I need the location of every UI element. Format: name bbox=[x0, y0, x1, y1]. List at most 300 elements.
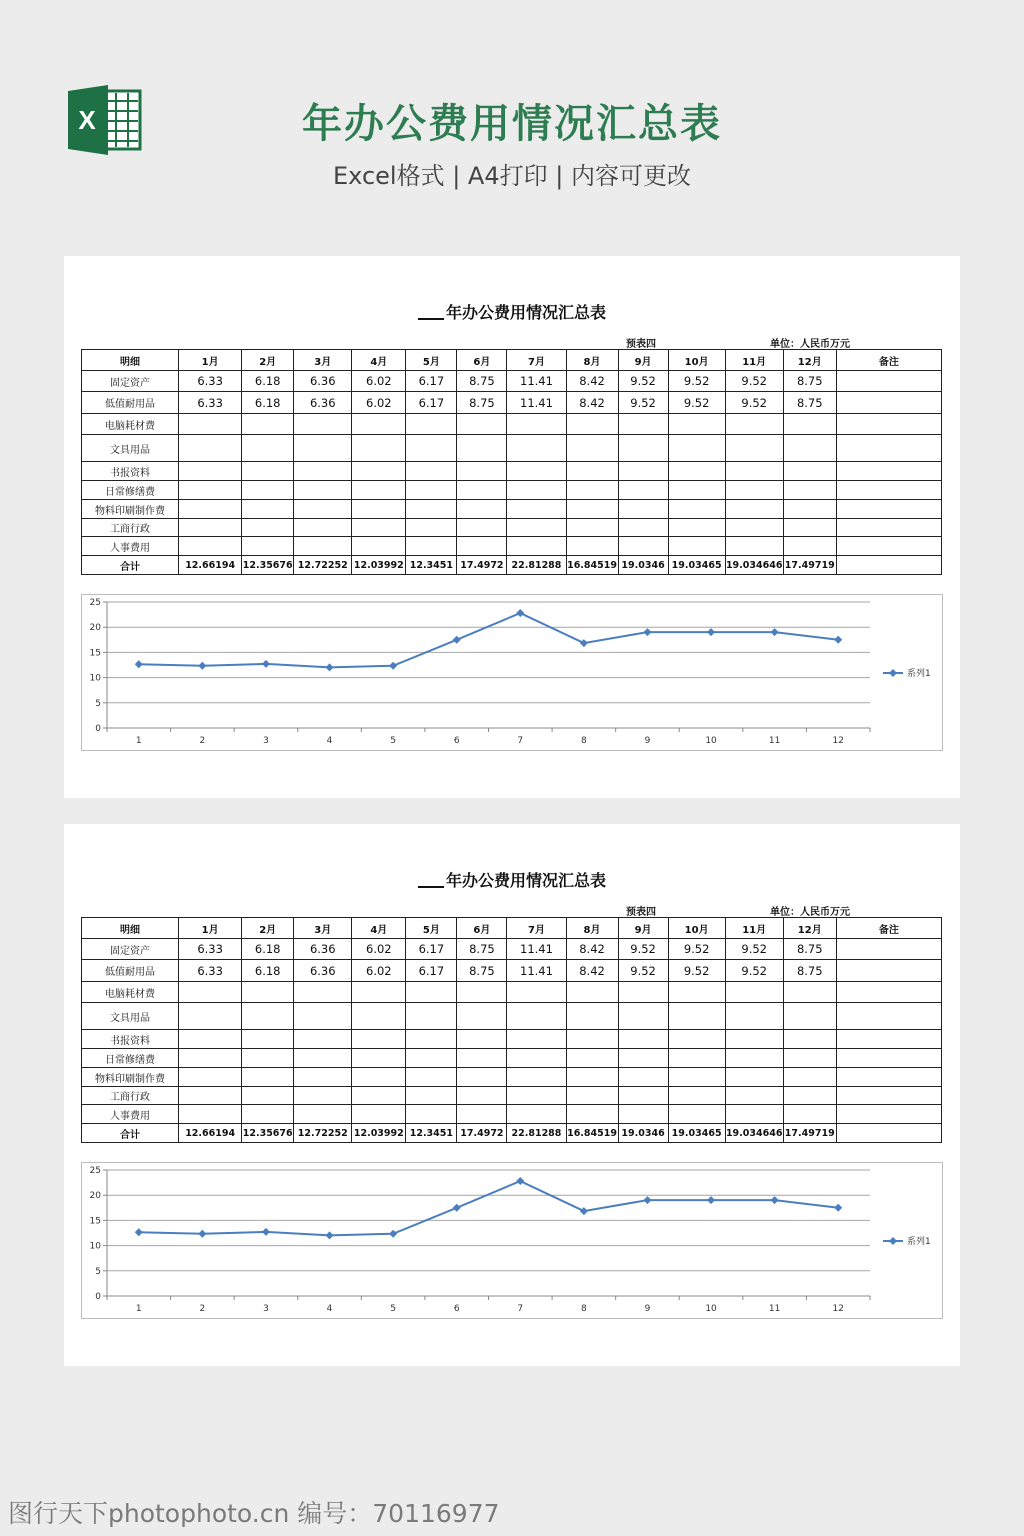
total-cell: 12.66194 bbox=[179, 556, 242, 575]
table-cell bbox=[783, 414, 836, 435]
total-cell: 19.03465 bbox=[668, 1124, 725, 1143]
title-blank bbox=[418, 886, 444, 888]
table-cell bbox=[406, 1087, 457, 1105]
total-cell: 12.72252 bbox=[294, 556, 352, 575]
series-line bbox=[139, 1181, 838, 1235]
table-cell: 11.41 bbox=[507, 371, 566, 392]
column-header: 1月 bbox=[179, 350, 242, 371]
table-cell bbox=[179, 1030, 242, 1049]
table-cell bbox=[352, 500, 406, 519]
table-cell bbox=[352, 1003, 406, 1030]
column-header: 5月 bbox=[406, 350, 457, 371]
table-cell bbox=[406, 1049, 457, 1068]
table-cell bbox=[836, 960, 941, 982]
table-cell bbox=[457, 537, 507, 556]
table-cell bbox=[294, 537, 352, 556]
total-cell: 22.81288 bbox=[507, 1124, 566, 1143]
table-cell: 6.36 bbox=[294, 371, 352, 392]
table-cell bbox=[566, 414, 618, 435]
x-tick-label: 1 bbox=[135, 1304, 142, 1314]
column-header: 12月 bbox=[783, 918, 836, 939]
table-cell bbox=[352, 1087, 406, 1105]
table-cell bbox=[294, 1003, 352, 1030]
x-tick-label: 12 bbox=[832, 1304, 844, 1314]
table-row bbox=[82, 481, 942, 500]
table-cell bbox=[179, 982, 242, 1003]
table-cell bbox=[457, 1049, 507, 1068]
table-cell bbox=[836, 500, 941, 519]
table-cell: 8.42 bbox=[566, 960, 618, 982]
table-cell bbox=[507, 1030, 566, 1049]
row-label: 书报资料 bbox=[82, 1030, 179, 1049]
table-cell bbox=[352, 1105, 406, 1124]
table-row bbox=[82, 435, 942, 462]
column-header: 3月 bbox=[294, 350, 352, 371]
table-cell bbox=[725, 519, 783, 537]
table-cell bbox=[179, 537, 242, 556]
table-cell bbox=[783, 982, 836, 1003]
table-cell: 8.75 bbox=[457, 392, 507, 414]
data-point bbox=[771, 628, 779, 636]
x-tick-label: 9 bbox=[644, 1304, 651, 1314]
table-cell bbox=[725, 435, 783, 462]
row-label: 物料印刷制作费 bbox=[82, 500, 179, 519]
form-label: 预表四 bbox=[626, 907, 656, 918]
table-cell bbox=[507, 1087, 566, 1105]
table-cell bbox=[836, 1087, 941, 1105]
table-cell bbox=[507, 435, 566, 462]
row-label: 固定资产 bbox=[82, 371, 179, 392]
table-cell bbox=[668, 1049, 725, 1068]
table-cell bbox=[836, 435, 941, 462]
total-cell: 12.35676 bbox=[242, 556, 294, 575]
x-tick-label: 3 bbox=[263, 736, 269, 746]
table-cell bbox=[294, 481, 352, 500]
table-cell bbox=[294, 500, 352, 519]
table-cell: 8.42 bbox=[566, 939, 618, 960]
row-label: 人事费用 bbox=[82, 537, 179, 556]
table-cell bbox=[836, 1003, 941, 1030]
table-cell bbox=[668, 1105, 725, 1124]
data-point bbox=[135, 1228, 143, 1236]
data-point bbox=[643, 628, 651, 636]
data-point bbox=[198, 662, 206, 670]
table-cell bbox=[566, 1003, 618, 1030]
table-cell bbox=[668, 982, 725, 1003]
total-cell: 17.4972 bbox=[457, 1124, 507, 1143]
x-tick-label: 12 bbox=[832, 736, 844, 746]
column-header: 11月 bbox=[725, 918, 783, 939]
table-cell bbox=[566, 537, 618, 556]
total-cell: 19.0346 bbox=[618, 1124, 668, 1143]
y-tick-label: 0 bbox=[95, 724, 101, 734]
x-tick-label: 9 bbox=[644, 736, 651, 746]
table-cell bbox=[783, 435, 836, 462]
x-tick-label: 10 bbox=[705, 1304, 717, 1314]
x-tick-label: 11 bbox=[768, 736, 781, 746]
table-cell bbox=[566, 435, 618, 462]
table-cell bbox=[406, 481, 457, 500]
page-header bbox=[0, 0, 1024, 230]
table-cell bbox=[725, 1003, 783, 1030]
data-point bbox=[198, 1230, 206, 1238]
table-cell bbox=[294, 414, 352, 435]
table-cell bbox=[618, 481, 668, 500]
chart bbox=[81, 594, 943, 751]
x-tick-label: 6 bbox=[453, 1304, 460, 1314]
watermark: 图行天下photophoto.cn 编号：70116977 bbox=[8, 1499, 500, 1528]
table-cell bbox=[507, 1049, 566, 1068]
table-cell bbox=[242, 1003, 294, 1030]
total-label: 合计 bbox=[82, 556, 179, 575]
x-tick-label: 2 bbox=[199, 1304, 206, 1314]
table-cell bbox=[725, 982, 783, 1003]
column-header: 明细 bbox=[82, 350, 179, 371]
table-cell bbox=[352, 1030, 406, 1049]
table-cell bbox=[668, 519, 725, 537]
table-cell bbox=[507, 500, 566, 519]
table-cell bbox=[457, 1068, 507, 1087]
table-row bbox=[82, 392, 942, 414]
table-cell: 8.75 bbox=[783, 960, 836, 982]
table-cell bbox=[179, 519, 242, 537]
data-point bbox=[453, 636, 461, 644]
unit-label: 单位：人民币万元 bbox=[770, 339, 850, 350]
table-cell bbox=[406, 519, 457, 537]
table-cell: 8.75 bbox=[457, 371, 507, 392]
row-label: 物料印刷制作费 bbox=[82, 1068, 179, 1087]
table-cell: 9.52 bbox=[725, 960, 783, 982]
x-tick-label: 10 bbox=[705, 736, 717, 746]
table-cell bbox=[668, 1030, 725, 1049]
table-cell bbox=[242, 1068, 294, 1087]
table-cell bbox=[179, 1068, 242, 1087]
data-point bbox=[580, 639, 588, 647]
table-cell bbox=[294, 519, 352, 537]
column-header: 12月 bbox=[783, 350, 836, 371]
y-tick-label: 5 bbox=[95, 698, 101, 709]
row-label: 日常修缮费 bbox=[82, 1049, 179, 1068]
table-cell bbox=[242, 1030, 294, 1049]
table-cell bbox=[668, 435, 725, 462]
table-cell bbox=[725, 500, 783, 519]
table-cell bbox=[457, 481, 507, 500]
table-row bbox=[82, 462, 942, 481]
data-point bbox=[580, 1207, 588, 1215]
table-cell bbox=[618, 500, 668, 519]
column-header: 2月 bbox=[242, 350, 294, 371]
table-cell: 9.52 bbox=[668, 939, 725, 960]
table-cell bbox=[294, 1030, 352, 1049]
unit-label: 单位：人民币万元 bbox=[770, 907, 850, 918]
table-cell bbox=[242, 462, 294, 481]
table-cell: 9.52 bbox=[668, 392, 725, 414]
table-row bbox=[82, 1087, 942, 1105]
table-cell bbox=[566, 462, 618, 481]
table-cell bbox=[294, 1049, 352, 1068]
table-cell bbox=[179, 414, 242, 435]
table-row bbox=[82, 500, 942, 519]
table-cell: 6.33 bbox=[179, 371, 242, 392]
table-cell: 8.75 bbox=[783, 371, 836, 392]
table-cell: 6.02 bbox=[352, 371, 406, 392]
table-cell bbox=[507, 1003, 566, 1030]
table-cell bbox=[242, 1049, 294, 1068]
table-cell bbox=[836, 371, 941, 392]
column-header: 备注 bbox=[836, 350, 941, 371]
table-cell bbox=[507, 519, 566, 537]
row-label: 日常修缮费 bbox=[82, 481, 179, 500]
table-cell bbox=[836, 939, 941, 960]
table-cell bbox=[294, 462, 352, 481]
table-cell bbox=[566, 1030, 618, 1049]
table-cell bbox=[457, 1003, 507, 1030]
total-cell bbox=[836, 1124, 941, 1143]
column-header: 7月 bbox=[507, 350, 566, 371]
table-cell bbox=[618, 435, 668, 462]
table-cell bbox=[566, 982, 618, 1003]
table-row bbox=[82, 537, 942, 556]
table-cell bbox=[783, 1087, 836, 1105]
column-header: 10月 bbox=[668, 350, 725, 371]
table-cell bbox=[352, 982, 406, 1003]
x-tick-label: 4 bbox=[326, 736, 333, 746]
table-cell bbox=[566, 1087, 618, 1105]
column-header: 1月 bbox=[179, 918, 242, 939]
total-cell: 12.72252 bbox=[294, 1124, 352, 1143]
table-cell bbox=[783, 462, 836, 481]
total-cell: 19.034646 bbox=[725, 556, 783, 575]
table-cell bbox=[836, 1068, 941, 1087]
row-label: 文具用品 bbox=[82, 1003, 179, 1030]
table-cell bbox=[242, 481, 294, 500]
table-cell bbox=[566, 1105, 618, 1124]
table-cell: 11.41 bbox=[507, 392, 566, 414]
total-cell: 12.03992 bbox=[352, 1124, 406, 1143]
table-row bbox=[82, 1105, 942, 1124]
y-tick-label: 20 bbox=[89, 623, 101, 634]
data-point bbox=[834, 1204, 842, 1212]
table-cell bbox=[179, 462, 242, 481]
data-point bbox=[707, 1196, 715, 1204]
table-cell bbox=[457, 414, 507, 435]
row-label: 低值耐用品 bbox=[82, 960, 179, 982]
table-cell bbox=[836, 1105, 941, 1124]
table-cell bbox=[725, 1105, 783, 1124]
table-cell: 6.17 bbox=[406, 371, 457, 392]
x-tick-label: 6 bbox=[453, 736, 460, 746]
table-cell bbox=[618, 1030, 668, 1049]
table-cell bbox=[725, 1049, 783, 1068]
table-cell bbox=[179, 1049, 242, 1068]
y-tick-label: 25 bbox=[89, 598, 101, 608]
y-tick-label: 25 bbox=[89, 1166, 101, 1176]
table-cell bbox=[406, 435, 457, 462]
row-label: 电脑耗材费 bbox=[82, 414, 179, 435]
table-cell bbox=[618, 537, 668, 556]
row-label: 书报资料 bbox=[82, 462, 179, 481]
sheet-title-text: 年办公费用情况汇总表 bbox=[445, 871, 606, 890]
table-cell bbox=[406, 1030, 457, 1049]
table-cell bbox=[294, 982, 352, 1003]
table-cell bbox=[668, 462, 725, 481]
table-cell bbox=[242, 500, 294, 519]
total-cell: 22.81288 bbox=[507, 556, 566, 575]
table-cell bbox=[406, 1003, 457, 1030]
table-cell bbox=[242, 519, 294, 537]
table-cell: 6.02 bbox=[352, 939, 406, 960]
table-cell bbox=[352, 1049, 406, 1068]
column-header: 6月 bbox=[457, 918, 507, 939]
table-cell bbox=[783, 481, 836, 500]
table-cell bbox=[783, 519, 836, 537]
table-cell bbox=[836, 537, 941, 556]
table-cell bbox=[668, 1087, 725, 1105]
column-header: 6月 bbox=[457, 350, 507, 371]
table-cell bbox=[836, 481, 941, 500]
sheet-title bbox=[64, 868, 960, 891]
table-header-row bbox=[82, 350, 942, 371]
title-blank bbox=[418, 318, 444, 320]
column-header: 10月 bbox=[668, 918, 725, 939]
table-cell bbox=[725, 1030, 783, 1049]
data-point bbox=[389, 662, 397, 670]
table-cell: 9.52 bbox=[725, 939, 783, 960]
table-cell bbox=[725, 1087, 783, 1105]
x-tick-label: 5 bbox=[390, 736, 396, 746]
table-cell bbox=[566, 500, 618, 519]
table-cell: 6.36 bbox=[294, 392, 352, 414]
table-cell: 9.52 bbox=[618, 960, 668, 982]
table-cell bbox=[783, 1030, 836, 1049]
table-cell bbox=[507, 1068, 566, 1087]
x-tick-label: 11 bbox=[768, 1304, 781, 1314]
y-tick-label: 0 bbox=[95, 1292, 101, 1302]
table-cell: 11.41 bbox=[507, 939, 566, 960]
column-header: 备注 bbox=[836, 918, 941, 939]
row-label: 人事费用 bbox=[82, 1105, 179, 1124]
table-cell bbox=[179, 1105, 242, 1124]
table-cell bbox=[294, 1087, 352, 1105]
table-header-row bbox=[82, 918, 942, 939]
line-chart-svg bbox=[82, 595, 942, 750]
table-cell bbox=[406, 1105, 457, 1124]
total-cell: 17.4972 bbox=[457, 556, 507, 575]
data-point bbox=[326, 663, 334, 671]
data-point bbox=[326, 1231, 334, 1239]
table-row bbox=[82, 1068, 942, 1087]
table-cell: 11.41 bbox=[507, 960, 566, 982]
table-cell bbox=[242, 1087, 294, 1105]
table-cell bbox=[507, 462, 566, 481]
table-cell bbox=[725, 414, 783, 435]
x-tick-label: 5 bbox=[390, 1304, 396, 1314]
column-header: 3月 bbox=[294, 918, 352, 939]
column-header: 8月 bbox=[566, 918, 618, 939]
data-point bbox=[834, 636, 842, 644]
y-tick-label: 15 bbox=[89, 648, 101, 659]
table-cell bbox=[242, 537, 294, 556]
y-tick-label: 10 bbox=[89, 673, 101, 684]
sheet-page-2 bbox=[64, 824, 960, 1366]
column-header: 7月 bbox=[507, 918, 566, 939]
table-cell: 6.33 bbox=[179, 960, 242, 982]
table-cell bbox=[406, 462, 457, 481]
total-cell: 16.84519 bbox=[566, 556, 618, 575]
table-cell bbox=[668, 537, 725, 556]
expense-table bbox=[81, 349, 942, 575]
data-point bbox=[516, 1177, 524, 1185]
total-cell: 16.84519 bbox=[566, 1124, 618, 1143]
legend-marker bbox=[889, 669, 897, 677]
y-tick-label: 5 bbox=[95, 1266, 101, 1277]
legend-marker bbox=[889, 1237, 897, 1245]
sheet-title bbox=[64, 300, 960, 323]
table-cell bbox=[242, 982, 294, 1003]
column-header: 2月 bbox=[242, 918, 294, 939]
table-cell: 8.75 bbox=[457, 960, 507, 982]
table-row bbox=[82, 982, 942, 1003]
legend-label: 系列1 bbox=[907, 669, 931, 679]
data-point bbox=[262, 660, 270, 668]
table-cell bbox=[725, 537, 783, 556]
total-row bbox=[82, 556, 942, 575]
table-cell bbox=[725, 1068, 783, 1087]
total-cell: 12.35676 bbox=[242, 1124, 294, 1143]
x-tick-label: 7 bbox=[517, 1304, 524, 1314]
x-tick-label: 1 bbox=[135, 736, 142, 746]
table-cell bbox=[783, 1003, 836, 1030]
table-cell bbox=[406, 1068, 457, 1087]
table-cell: 6.18 bbox=[242, 392, 294, 414]
table-cell bbox=[783, 537, 836, 556]
column-header: 4月 bbox=[352, 350, 406, 371]
table-cell bbox=[618, 462, 668, 481]
table-cell: 8.75 bbox=[457, 939, 507, 960]
chart bbox=[81, 1162, 943, 1319]
table-cell bbox=[457, 1087, 507, 1105]
table-cell bbox=[179, 1003, 242, 1030]
total-label: 合计 bbox=[82, 1124, 179, 1143]
table-cell: 9.52 bbox=[725, 392, 783, 414]
table-cell bbox=[836, 392, 941, 414]
column-header: 8月 bbox=[566, 350, 618, 371]
table-cell bbox=[618, 414, 668, 435]
data-point bbox=[643, 1196, 651, 1204]
table-cell bbox=[725, 462, 783, 481]
table-cell bbox=[352, 462, 406, 481]
data-point bbox=[516, 609, 524, 617]
table-cell bbox=[783, 1049, 836, 1068]
column-header: 9月 bbox=[618, 350, 668, 371]
table-cell: 6.18 bbox=[242, 939, 294, 960]
total-cell: 17.49719 bbox=[783, 1124, 836, 1143]
data-point bbox=[135, 660, 143, 668]
data-point bbox=[453, 1204, 461, 1212]
data-point bbox=[707, 628, 715, 636]
table-cell bbox=[618, 1105, 668, 1124]
form-label: 预表四 bbox=[626, 339, 656, 350]
total-cell: 19.034646 bbox=[725, 1124, 783, 1143]
table-cell bbox=[457, 435, 507, 462]
table-cell: 8.42 bbox=[566, 392, 618, 414]
row-label: 低值耐用品 bbox=[82, 392, 179, 414]
table-cell bbox=[457, 982, 507, 1003]
table-cell bbox=[352, 519, 406, 537]
table-cell bbox=[352, 435, 406, 462]
table-cell bbox=[457, 519, 507, 537]
table-cell bbox=[406, 500, 457, 519]
